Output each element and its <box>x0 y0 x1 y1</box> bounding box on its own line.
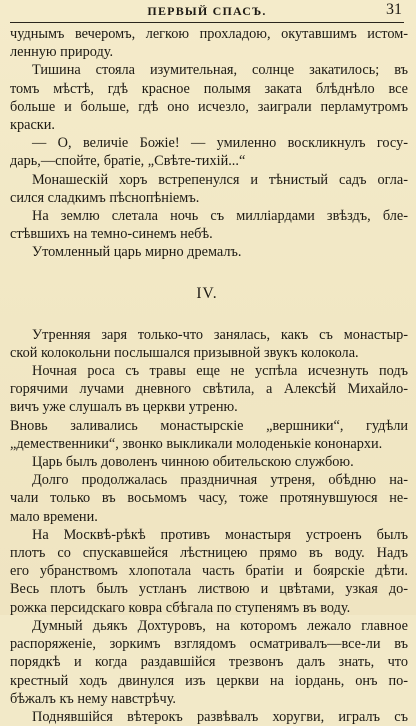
chapter-heading: IV. <box>196 284 218 302</box>
text-line: бѣжалъ къ нему навстрѣчу. <box>10 690 176 707</box>
text-line: Ночная роса съ травы еще не успѣла исчезнуть подъ <box>32 363 408 380</box>
text-line: больше и больше, гдѣ оно исчезло, заиграли перламутромъ <box>10 98 408 115</box>
text-block-1 <box>10 25 408 262</box>
text-line: краски. <box>10 117 55 134</box>
text-line: плотъ со спускавшейся лѣстницею прямо въ воду. Надъ <box>10 545 408 562</box>
text-line: Вновь заливались монастырскiе „вершники“, гудѣли <box>10 417 408 434</box>
text-line: чуднымъ вечеромъ, легкою прохладою, окутавшимъ истом- <box>10 26 408 42</box>
text-line: дарь,—спойте, братiе, „Свѣте-тихiй...“ <box>10 153 246 170</box>
text-line: На Москвѣ-рѣкѣ противъ монастыря устроенъ былъ <box>32 526 408 543</box>
text-line: Думный дьякъ Дохтуровъ, на которомъ лежало главное <box>32 617 408 634</box>
text-line: его убранствомъ хлопотала часть братiи и боярскiе дѣти. <box>10 563 408 580</box>
text-line: вичъ уже слушалъ въ церкви утреню. <box>10 399 238 416</box>
page-number: 31 <box>386 1 402 18</box>
text-line: — О, величiе Божiе! — умиленно воскликнулъ госу- <box>32 135 408 152</box>
text-line: крестный ходъ двинулся изъ церкви на iордань, онъ по- <box>10 672 408 689</box>
text-line: распоряженiе, зоркимъ взглядомъ осматривалъ—все-ли въ <box>10 636 408 653</box>
text-line: томъ мѣстѣ, гдѣ красное полымя заката блѣднѣло все <box>10 80 408 97</box>
text-line: ской колокольни послышался призывной звукъ колокола. <box>10 344 359 361</box>
text-line: Утомленный царь мирно дремалъ. <box>32 244 242 261</box>
text-line: Утренняя заря только-что занялась, какъ съ монастыр- <box>32 326 408 343</box>
text-line: чали только въ восьмомъ часу, тоже протянувшуюся не- <box>10 490 408 507</box>
text-line: сился сладкимъ пѣснопѣнiемъ. <box>10 189 200 206</box>
text-line: стѣвшихъ на темно-синемъ небѣ. <box>10 226 213 243</box>
text-line: порядкѣ и когда раздавшiйся трезвонъ далъ знать, что <box>10 654 408 671</box>
text-line: Царь былъ доволенъ чинною обительскою службою. <box>32 454 354 471</box>
text-line: мало времени. <box>10 508 98 525</box>
text-block-2 <box>10 326 408 726</box>
text-line: рожка персидскаго ковра сбѣгала по ступенямъ въ воду. <box>10 599 351 616</box>
text-line: Монашескiй хоръ встрепенулся и тѣнистый садъ огла- <box>32 171 408 188</box>
text-line: ленную природу. <box>10 44 114 61</box>
text-line: Долго продолжалась праздничная утреня, обѣдню на- <box>32 472 408 489</box>
text-line: горячими лучами дневного свѣтила, а Алексѣй Михайло- <box>10 381 408 398</box>
text-line: Тишина стояла изумительная, солнце закатилось; въ <box>32 62 408 79</box>
running-title: ПЕРВЫЙ СПАСЪ. <box>147 4 267 18</box>
text-line: „демественники“, звонко выкликали молоденькiе конoнархи. <box>10 435 383 452</box>
text-line: Весь плотъ былъ устланъ листвою и цвѣтами, узкая до- <box>10 581 408 598</box>
text-line: Поднявшiйся вѣтерокъ развѣвалъ хоругви, игралъ съ <box>32 708 408 725</box>
page-header <box>10 0 404 23</box>
text-line: На землю слетала ночь съ миллiардами звѣздъ, бле- <box>32 208 408 225</box>
